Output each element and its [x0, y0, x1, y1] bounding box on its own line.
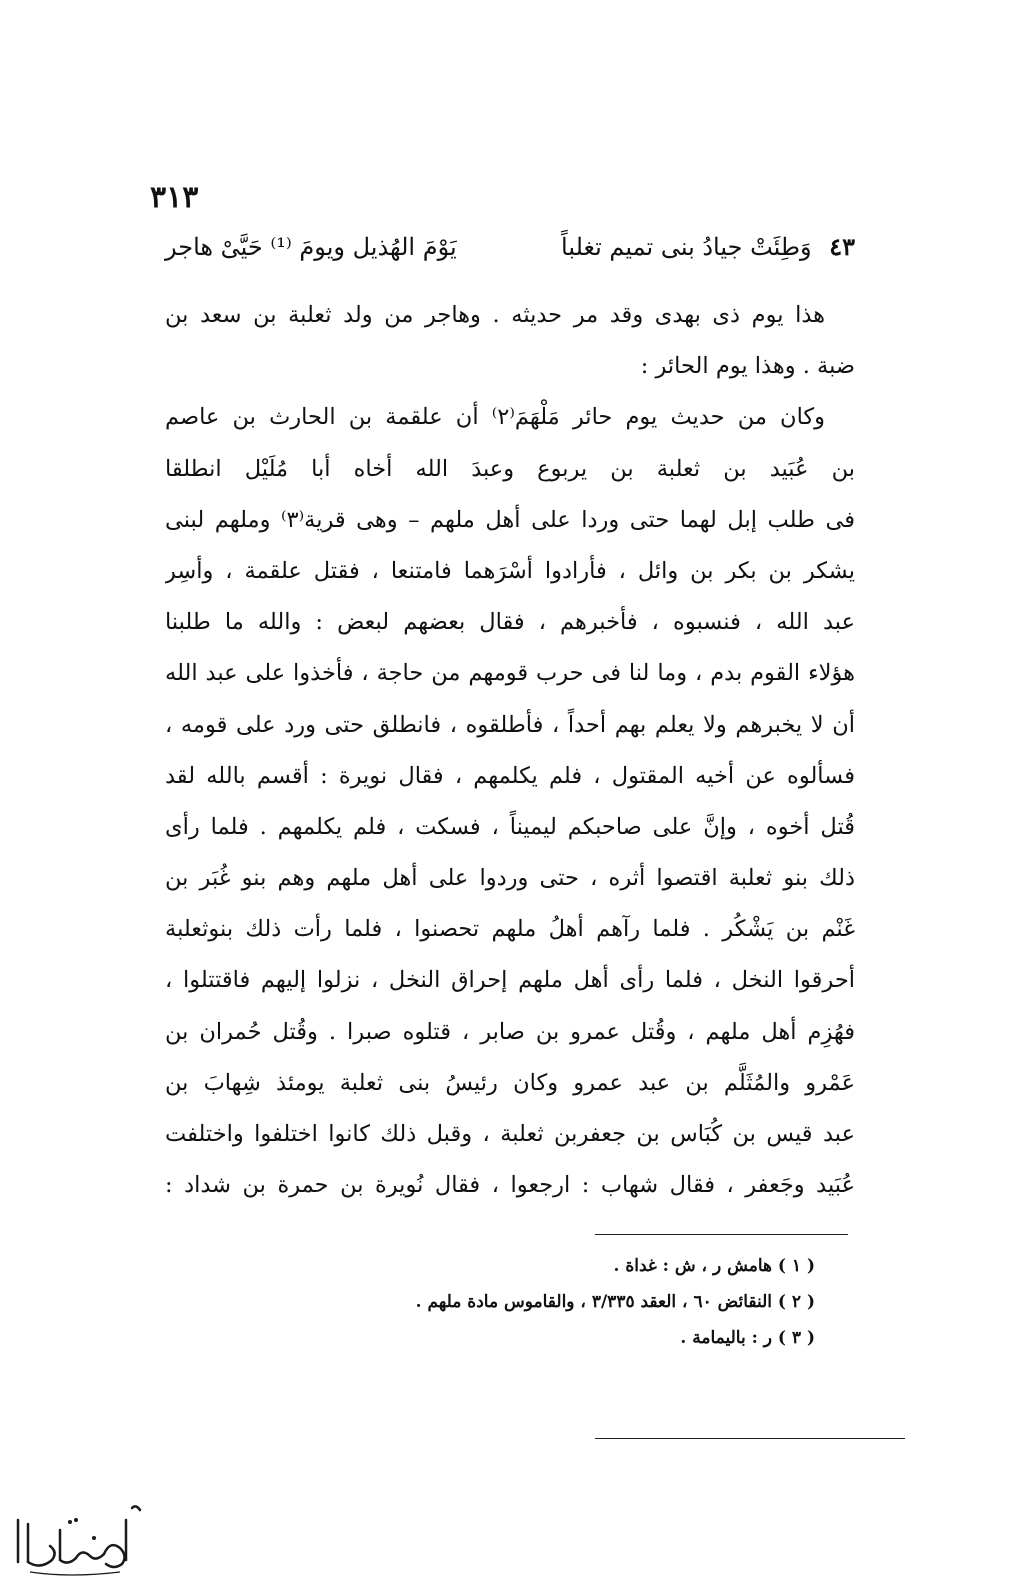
text-line: عبد قيس بن كُبَاس بن جعفربن ثعلبة ، وقبل ذلك كانوا اختلفوا واختلفت [165, 1121, 855, 1147]
verse-hemistich-1: وَطِئَتْ جيادُ بنى تميم تغلباً [561, 233, 812, 261]
text-line: عَمْرو والمُثَلَّم بن عبد عمرو وكان رئيسُ بنى ثعلبة يومئذ شِهابَ بن [165, 1069, 855, 1096]
text-line: هذا يوم ذى بهدى وقد مر حديثه . وهاجر من ولد ثعلبة بن سعد بن [165, 302, 825, 328]
page-number: ٣١٣ [150, 180, 199, 215]
text-line: ضبة . وهذا يوم الحائر : [640, 353, 855, 380]
verse-hemistich-2: يَوْمَ الهُذيل ويومَ ⁽¹⁾ حَيَّىْ هاجر [165, 233, 457, 261]
footnote-separator [595, 1234, 848, 1235]
text-line: قُتل أخوه ، وإنَّ على صاحبكم ليميناً ، فسكت ، فلم يكلمهم . فلما رأى [165, 813, 855, 840]
text-line: ذلك بنو ثعلبة اقتصوا أثره ، حتى وردوا على أهل ملهم وهم بنو غُبَر بن [165, 865, 855, 892]
text-line: بن عُبَيد بن ثعلبة بن يربوع وعبدَ الله أخاه أبا مُلَيْل انطلقا [165, 455, 855, 482]
poem-verse [165, 232, 855, 261]
text-line: فسألوه عن أخيه المقتول ، فلم يكلمهم ، فقال نويرة : أقسم بالله لقد [165, 762, 855, 789]
footnote-2: ( ٢ ) النقائض ٦٠ ، العقد ٣/٣٣٥ ، والقاموس مادة ملهم . [415, 1292, 815, 1312]
verse-number: ٤٣ [829, 232, 855, 261]
calligraphy-watermark-icon [10, 1500, 145, 1580]
text-line: يشكر بن بكر بن وائل ، فأرادوا أسْرَهما فامتنعا ، فقتل علقمة ، وأسِر [165, 557, 855, 584]
text-line: هؤلاء القوم بدم ، وما لنا فى حرب قومهم من حاجة ، فأخذوا على عبد الله [165, 660, 855, 687]
bottom-rule [595, 1438, 905, 1439]
text-line: فى طلب إبل لهما حتى وردا على أهل ملهم – وهى قرية⁽٣⁾ وملهم لبنى [165, 506, 855, 533]
footnotes [360, 1248, 815, 1356]
footnote-1: ( ١ ) هامش ر ، ش : غداة . [613, 1256, 815, 1276]
text-line: عُبَيد وجَعفر ، فقال شهاب : ارجعوا ، فقال نُويرة بن حمرة بن شداد : [165, 1172, 855, 1199]
text-line: أن لا يخبرهم ولا يعلم بهم أحداً ، فأطلقوه ، فانطلق حتى ورد على قومه ، [165, 711, 855, 738]
text-line: فهُزِم أهل ملهم ، وقُتل عمرو بن صابر ، قتلوه صبرا . وقُتل حُمران بن [165, 1018, 855, 1045]
text-line: عبد الله ، فنسبوه ، فأخبرهم ، فقال بعضهم لبعض : والله ما طلبنا [165, 609, 855, 636]
verse-first-half [561, 232, 855, 261]
text-line: غَنْم بن يَشْكُر . فلما رآهم أهلُ ملهم تحصنوا ، فلما رأت ذلك بنوثعلبة [165, 916, 855, 943]
footnote-3: ( ٣ ) ر : باليمامة . [680, 1328, 815, 1348]
main-text [165, 290, 855, 1211]
text-line: أحرقوا النخل ، فلما رأى أهل ملهم إحراق النخل ، نزلوا إليهم فاقتتلوا ، [165, 967, 855, 994]
text-line: وكان من حديث يوم حائر مَلْهَمَ⁽٢⁾ أن علقمة بن الحارث بن عاصم [165, 404, 825, 431]
